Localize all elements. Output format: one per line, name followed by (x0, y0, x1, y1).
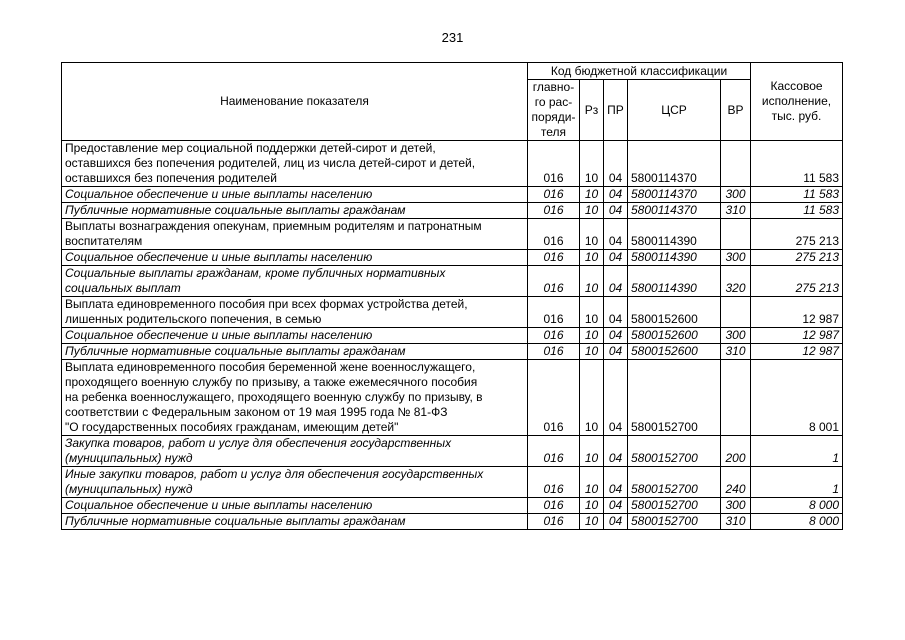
row-csr-code: 5800152600 (628, 344, 721, 360)
table-row (62, 344, 843, 360)
row-amount: 8 000 (751, 498, 843, 514)
header-amount: Кассовое исполнение, тыс. руб. (751, 63, 843, 141)
row-rz-code: 10 (580, 219, 604, 250)
row-admin-code: 016 (528, 436, 580, 467)
row-pr-code: 04 (604, 297, 628, 328)
row-name: Публичные нормативные социальные выплаты гражданам (62, 514, 528, 530)
row-csr-code: 5800152600 (628, 328, 721, 344)
row-amount: 8 000 (751, 514, 843, 530)
table-row (62, 250, 843, 266)
row-name: Выплата единовременного пособия беременной жене военнослужащего, проходящего военную службу по призыву, а также ежемесячного пособия на ребенка военнослужащего, проходящего военную службу по призыву, в соответствии с Федеральным законом от 19 мая 1995 года № 81-ФЗ "О государственных пособиях гражданам, имеющим детей" (62, 360, 528, 436)
row-amount: 275 213 (751, 219, 843, 250)
row-vr-code: 240 (721, 467, 751, 498)
table-row (62, 266, 843, 297)
header-vr: ВР (721, 80, 751, 141)
row-amount: 12 987 (751, 344, 843, 360)
row-pr-code: 04 (604, 250, 628, 266)
row-rz-code: 10 (580, 250, 604, 266)
row-vr-code: 300 (721, 328, 751, 344)
row-admin-code: 016 (528, 514, 580, 530)
row-csr-code: 5800152700 (628, 514, 721, 530)
row-name: Социальное обеспечение и иные выплаты населению (62, 328, 528, 344)
row-csr-code: 5800152700 (628, 498, 721, 514)
row-admin-code: 016 (528, 344, 580, 360)
row-csr-code: 5800152700 (628, 467, 721, 498)
table-row (62, 360, 843, 436)
row-name: Предоставление мер социальной поддержки детей-сирот и детей, оставшихся без попечения родителей, лиц из числа детей-сирот и детей, оставшихся без попечения родителей (62, 141, 528, 187)
table-row (62, 514, 843, 530)
row-csr-code: 5800114370 (628, 141, 721, 187)
row-vr-code: 300 (721, 187, 751, 203)
row-csr-code: 5800152700 (628, 360, 721, 436)
row-amount: 8 001 (751, 360, 843, 436)
row-pr-code: 04 (604, 360, 628, 436)
table-row (62, 467, 843, 498)
header-pr: ПР (604, 80, 628, 141)
row-vr-code (721, 297, 751, 328)
row-amount: 11 583 (751, 187, 843, 203)
row-amount: 12 987 (751, 328, 843, 344)
row-name: Закупка товаров, работ и услуг для обеспечения государственных (муниципальных) нужд (62, 436, 528, 467)
row-pr-code: 04 (604, 514, 628, 530)
header-name: Наименование показателя (62, 63, 528, 141)
row-admin-code: 016 (528, 141, 580, 187)
row-pr-code: 04 (604, 266, 628, 297)
row-admin-code: 016 (528, 203, 580, 219)
row-admin-code: 016 (528, 250, 580, 266)
table-row (62, 219, 843, 250)
row-name: Социальное обеспечение и иные выплаты населению (62, 250, 528, 266)
row-pr-code: 04 (604, 187, 628, 203)
row-pr-code: 04 (604, 141, 628, 187)
row-name: Иные закупки товаров, работ и услуг для обеспечения государственных (муниципальных) нужд (62, 467, 528, 498)
row-amount: 275 213 (751, 250, 843, 266)
row-csr-code: 5800114390 (628, 250, 721, 266)
row-admin-code: 016 (528, 187, 580, 203)
row-rz-code: 10 (580, 266, 604, 297)
row-vr-code: 310 (721, 344, 751, 360)
row-pr-code: 04 (604, 203, 628, 219)
row-admin-code: 016 (528, 219, 580, 250)
page-number: 231 (441, 30, 464, 45)
row-pr-code: 04 (604, 467, 628, 498)
budget-table (61, 62, 843, 530)
row-vr-code: 300 (721, 250, 751, 266)
header-admin: главно- го рас- поряди- теля (528, 80, 580, 141)
row-csr-code: 5800114390 (628, 266, 721, 297)
table-row (62, 141, 843, 187)
row-admin-code: 016 (528, 467, 580, 498)
row-vr-code: 310 (721, 514, 751, 530)
row-rz-code: 10 (580, 297, 604, 328)
header-csr: ЦСР (628, 80, 721, 141)
row-vr-code: 300 (721, 498, 751, 514)
row-amount: 11 583 (751, 141, 843, 187)
row-csr-code: 5800114390 (628, 219, 721, 250)
row-admin-code: 016 (528, 498, 580, 514)
table-row (62, 187, 843, 203)
row-pr-code: 04 (604, 328, 628, 344)
row-admin-code: 016 (528, 328, 580, 344)
row-name: Социальное обеспечение и иные выплаты населению (62, 498, 528, 514)
row-vr-code (721, 360, 751, 436)
table-body (62, 141, 843, 530)
row-rz-code: 10 (580, 141, 604, 187)
row-name: Социальные выплаты гражданам, кроме публичных нормативных социальных выплат (62, 266, 528, 297)
row-csr-code: 5800114370 (628, 203, 721, 219)
row-rz-code: 10 (580, 203, 604, 219)
row-rz-code: 10 (580, 328, 604, 344)
row-amount: 1 (751, 467, 843, 498)
row-amount: 1 (751, 436, 843, 467)
row-rz-code: 10 (580, 514, 604, 530)
row-vr-code (721, 141, 751, 187)
row-pr-code: 04 (604, 344, 628, 360)
row-amount: 275 213 (751, 266, 843, 297)
row-admin-code: 016 (528, 297, 580, 328)
table-row (62, 498, 843, 514)
row-name: Социальное обеспечение и иные выплаты населению (62, 187, 528, 203)
row-vr-code: 320 (721, 266, 751, 297)
row-rz-code: 10 (580, 436, 604, 467)
row-name: Выплата единовременного пособия при всех формах устройства детей, лишенных родительского попечения, в семью (62, 297, 528, 328)
header-rz: Рз (580, 80, 604, 141)
row-csr-code: 5800114370 (628, 187, 721, 203)
header-code-group: Код бюджетной классификации (528, 63, 751, 80)
row-rz-code: 10 (580, 467, 604, 498)
row-amount: 12 987 (751, 297, 843, 328)
row-name: Публичные нормативные социальные выплаты гражданам (62, 203, 528, 219)
row-csr-code: 5800152700 (628, 436, 721, 467)
row-rz-code: 10 (580, 344, 604, 360)
table-row (62, 328, 843, 344)
row-admin-code: 016 (528, 360, 580, 436)
table-row (62, 436, 843, 467)
row-name: Выплаты вознаграждения опекунам, приемным родителям и патронатным воспитателям (62, 219, 528, 250)
row-rz-code: 10 (580, 187, 604, 203)
row-pr-code: 04 (604, 436, 628, 467)
row-vr-code: 200 (721, 436, 751, 467)
row-amount: 11 583 (751, 203, 843, 219)
row-rz-code: 10 (580, 360, 604, 436)
table-row (62, 297, 843, 328)
row-vr-code: 310 (721, 203, 751, 219)
row-name: Публичные нормативные социальные выплаты гражданам (62, 344, 528, 360)
row-admin-code: 016 (528, 266, 580, 297)
row-vr-code (721, 219, 751, 250)
row-pr-code: 04 (604, 219, 628, 250)
table-row (62, 203, 843, 219)
row-rz-code: 10 (580, 498, 604, 514)
row-csr-code: 5800152600 (628, 297, 721, 328)
row-pr-code: 04 (604, 498, 628, 514)
